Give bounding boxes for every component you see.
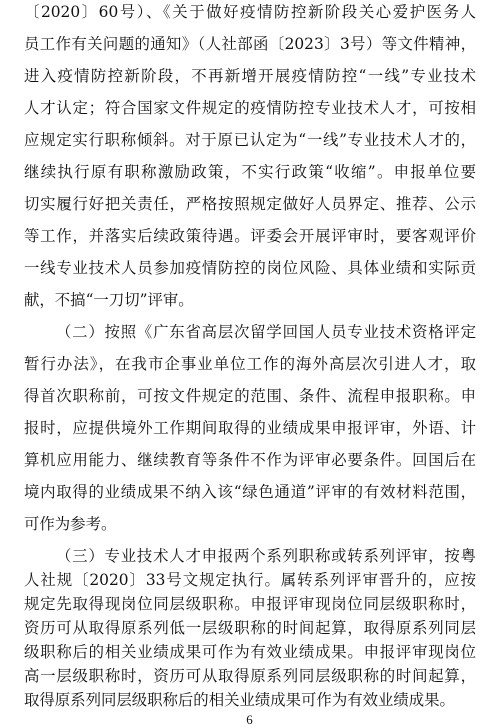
paragraph-line: 等工作，并落实后续政策待遇。评委会开展评审时，要客观评价 xyxy=(24,227,476,245)
paragraph-line: 人社规〔2020〕33号文规定执行。属转系列评审晋升的，应按 xyxy=(24,571,476,589)
paragraph-line: 报时，应提供境外工作期间取得的业绩成果申报评审，外语、计 xyxy=(24,419,476,437)
paragraph-line: 继续执行原有职称激励政策，不实行政策“收缩”。申报单位要 xyxy=(24,163,476,181)
paragraph-line: 员工作有关问题的通知》（人社部函〔2023〕3号）等文件精神， xyxy=(24,35,476,53)
paragraph-line: 得首次职称前，可按文件规定的范围、条件、流程申报职称。申 xyxy=(24,387,476,405)
page-number: 6 xyxy=(246,712,253,727)
paragraph-line: 应规定实行职称倾斜。对于原已认定为“一线”专业技术人才的， xyxy=(24,131,476,149)
paragraph-line: 境内取得的业绩成果不纳入该“绿色通道”评审的有效材料范围， xyxy=(24,483,476,501)
paragraph-line: 一线专业技术人员参加疫情防控的岗位风险、具体业绩和实际贡 xyxy=(24,259,476,277)
paragraph-line: 进入疫情防控新阶段，不再新增开展疫情防控“一线”专业技术 xyxy=(24,67,476,85)
paragraph-line: （二）按照《广东省高层次留学回国人员专业技术资格评定 xyxy=(56,323,476,341)
paragraph-line: 取得原系列同层级职称后的相关业绩成果可作为有效业绩成果。 xyxy=(24,691,455,709)
paragraph-line: 高一层级职称时，资历可从取得原系列同层级职称的时间起算， xyxy=(24,667,476,685)
paragraph-line: 可作为参考。 xyxy=(24,515,117,533)
paragraph-line: 献，不搞“一刀切”评审。 xyxy=(24,291,194,309)
paragraph-line: 切实履行好把关责任，严格按照规定做好人员界定、推荐、公示 xyxy=(24,195,476,213)
paragraph-line: 资历可从取得原系列低一层级职称的时间起算，取得原系列同层 xyxy=(24,619,476,637)
paragraph-line: 算机应用能力、继续教育等条件不作为评审必要条件。回国后在 xyxy=(24,451,476,469)
paragraph-line: 人才认定；符合国家文件规定的疫情防控专业技术人才，可按相 xyxy=(24,99,476,117)
paragraph-line: 〔2020〕60号）、《关于做好疫情防控新阶段关心爱护医务人 xyxy=(24,3,476,21)
paragraph-line: 级职称后的相关业绩成果可作为有效业绩成果。申报评审现岗位 xyxy=(24,643,476,661)
paragraph-line: 暂行办法》，在我市企事业单位工作的海外高层次引进人才，取 xyxy=(24,355,476,373)
paragraph-line: （三）专业技术人才申报两个系列职称或转系列评审，按粤 xyxy=(56,547,476,565)
paragraph-line: 规定先取得现岗位同层级职称。申报评审现岗位同层级职称时， xyxy=(24,595,476,613)
